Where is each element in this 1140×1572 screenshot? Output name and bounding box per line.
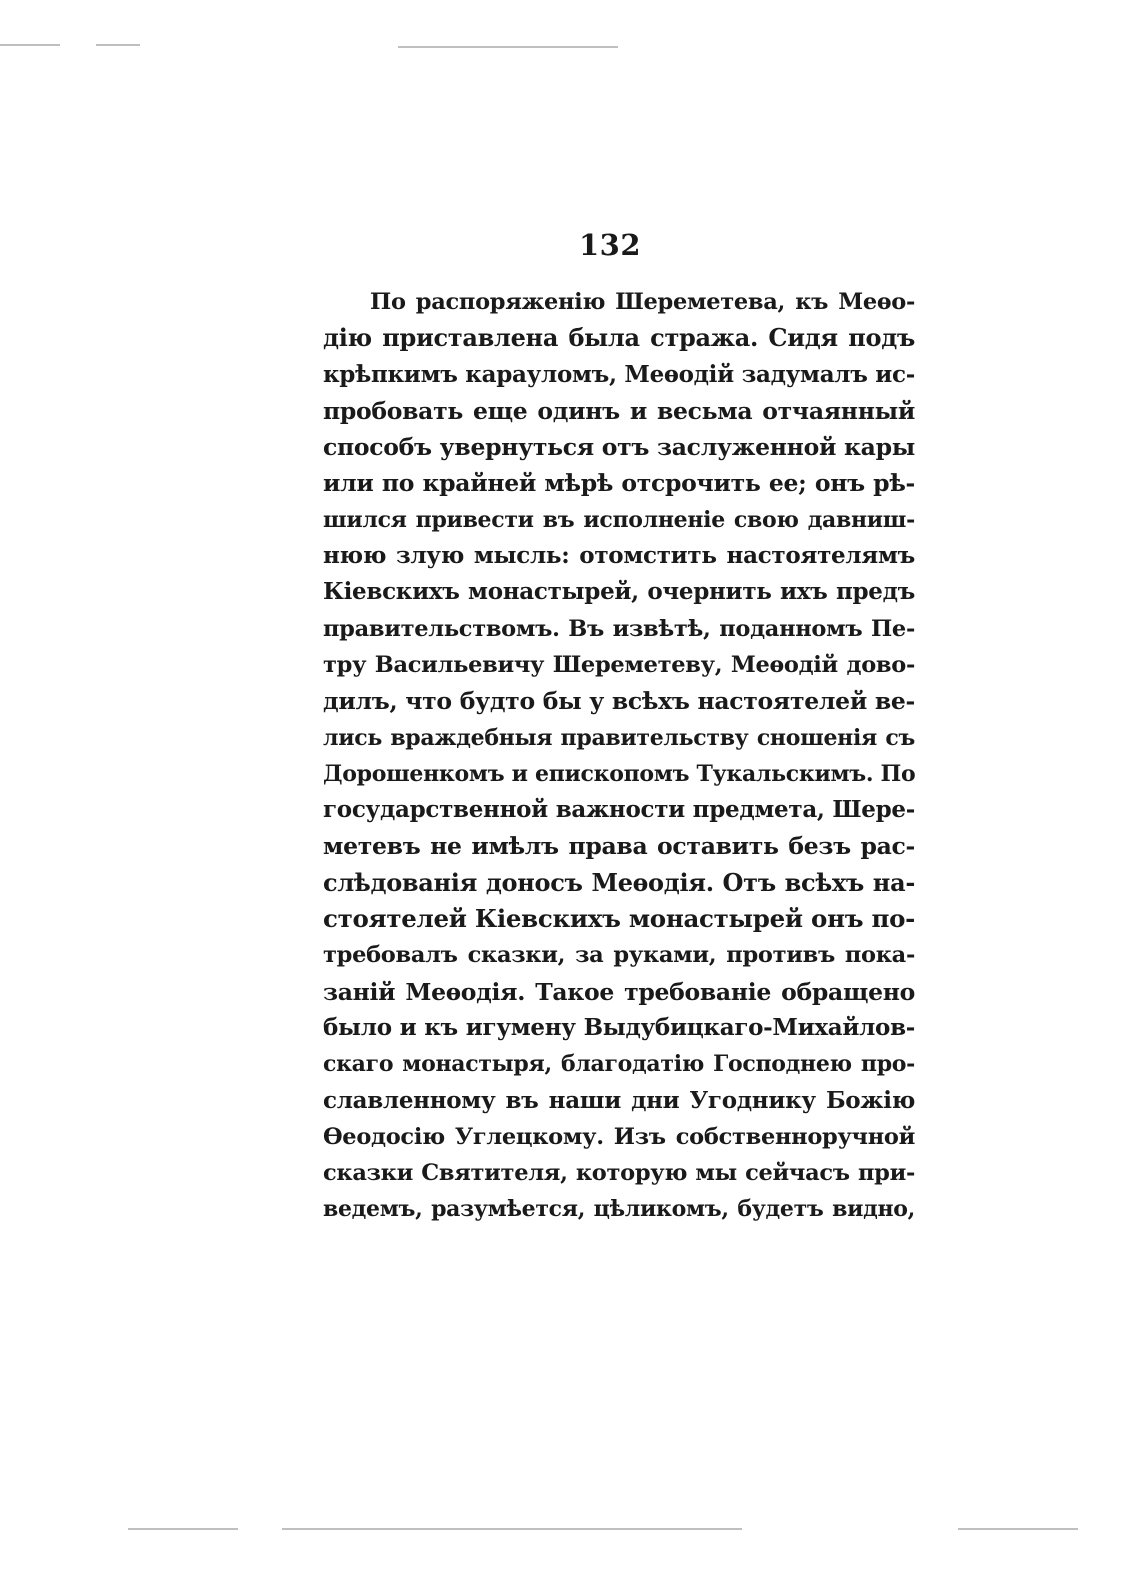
text-line: государственной важности предмета, Шере- [323,796,915,824]
body-text [323,284,915,1228]
scan-artifact-bottom [282,1528,742,1530]
text-line: нюю злую мысль: отомстить настоятелямъ [323,542,915,570]
text-line: требовалъ сказки, за руками, противъ пока- [323,942,915,969]
text-line: Дорошенкомъ и епископомъ Тукальскимъ. По [323,760,916,787]
page-number: 132 [578,228,642,262]
scan-artifact-top [398,46,618,48]
text-line: скаго монастыря, благодатію Господнею про- [323,1051,915,1078]
text-line: стоятелей Кіевскихъ монастырей онъ по- [323,904,915,934]
text-line: шился привести въ исполненіе свою давниш- [323,506,915,533]
text-line: слѣдованія доносъ Меѳодія. Отъ всѣхъ на- [323,867,915,897]
scan-artifact-bottom [128,1528,238,1530]
text-line: крѣпкимъ карауломъ, Меѳодій задумалъ ис- [323,360,915,388]
scan-artifact-top [96,44,140,46]
text-line: способъ увернуться отъ заслуженной кары [323,433,915,462]
text-line: лись враждебныя правительству сношенія съ [323,724,915,751]
text-line: По распоряженію Шереметева, къ Меѳо- [370,289,915,315]
text-line: заній Меѳодія. Такое требованіе обращено [323,977,915,1006]
text-line: сказки Святителя, которую мы сейчасъ при- [323,1160,915,1187]
text-line: пробовать еще одинъ и весьма отчаянный [323,396,915,425]
scan-artifact-top [0,44,60,46]
text-line: правительствомъ. Въ извѣтѣ, поданномъ Пе- [323,615,915,642]
text-line: дію приставлена была стража. Сидя подъ [323,323,915,353]
text-line: Кіевскихъ монастырей, очернить ихъ предъ [323,578,915,606]
text-line: было и къ игумену Выдубицкаго-Михайлов- [323,1013,915,1041]
text-line: тру Васильевичу Шереметеву, Меѳодій дово- [323,651,915,678]
scan-artifact-bottom [958,1528,1078,1530]
text-line: метевъ не имѣлъ права оставить безъ рас- [323,832,915,861]
text-line: ведемъ, разумѣется, цѣликомъ, будетъ видно, [323,1196,915,1223]
text-line: дилъ, что будто бы у всѣхъ настоятелей ве- [323,687,915,716]
text-line: Ѳеодосію Углецкому. Изъ собственноручной [323,1123,915,1150]
text-line: или по крайней мѣрѣ отсрочить ее; онъ рѣ- [323,469,915,498]
text-line: славленному въ наши дни Угоднику Божію [323,1086,915,1114]
